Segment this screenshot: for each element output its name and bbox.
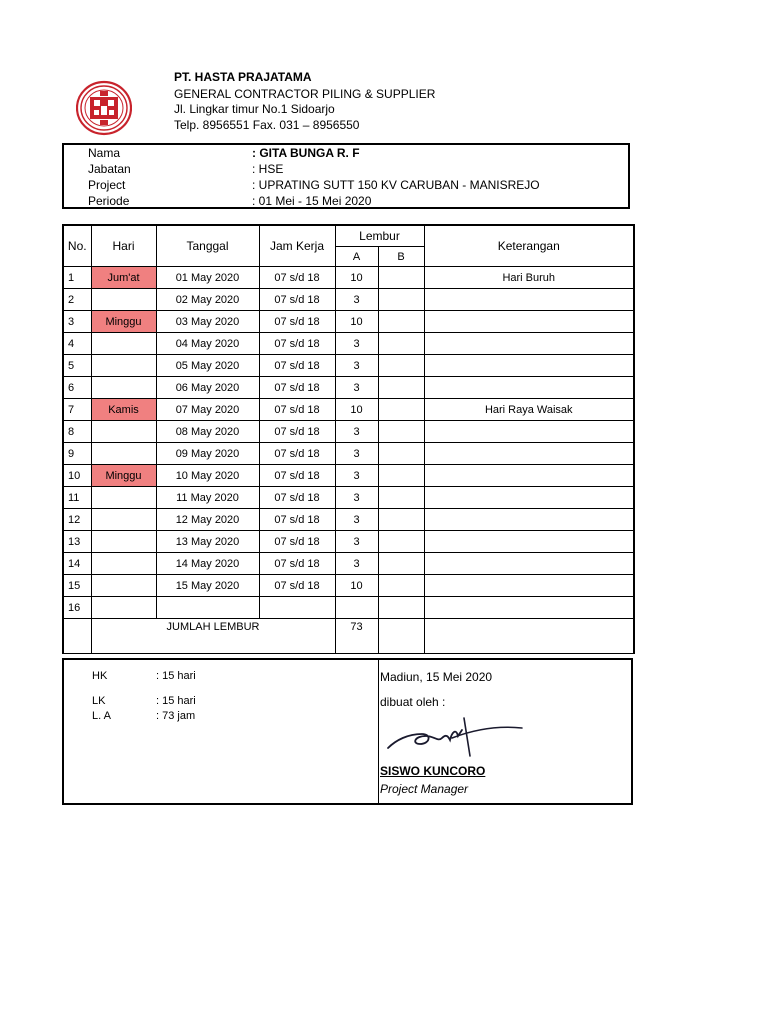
company-tagline: GENERAL CONTRACTOR PILING & SUPPLIER (174, 87, 436, 101)
cell-tanggal: 15 May 2020 (156, 575, 259, 597)
cell-keterangan (424, 487, 634, 509)
jabatan-value: : HSE (252, 162, 284, 176)
cell-jam-kerja: 07 s/d 18 (259, 553, 335, 575)
cell-jam-kerja: 07 s/d 18 (259, 333, 335, 355)
cell-no: 14 (63, 553, 91, 575)
cell-jam-kerja: 07 s/d 18 (259, 377, 335, 399)
table-row (63, 311, 634, 333)
cell-hari: Minggu (91, 465, 156, 487)
cell-jam-kerja: 07 s/d 18 (259, 465, 335, 487)
total-keterangan-cell (424, 619, 634, 654)
signer-role: Project Manager (380, 782, 469, 796)
table-row (63, 509, 634, 531)
info-row-periode (64, 194, 628, 210)
info-row-jabatan (64, 162, 628, 178)
cell-keterangan (424, 509, 634, 531)
cell-keterangan (424, 465, 634, 487)
cell-keterangan: Hari Buruh (424, 267, 634, 289)
cell-tanggal: 10 May 2020 (156, 465, 259, 487)
cell-jam-kerja: 07 s/d 18 (259, 399, 335, 421)
cell-lembur-a: 3 (335, 289, 378, 311)
cell-keterangan (424, 311, 634, 333)
cell-hari (91, 443, 156, 465)
cell-tanggal: 08 May 2020 (156, 421, 259, 443)
cell-lembur-b (378, 487, 424, 509)
company-phone: Telp. 8956551 Fax. 031 – 8956550 (174, 118, 360, 132)
cell-lembur-a: 3 (335, 421, 378, 443)
cell-tanggal: 06 May 2020 (156, 377, 259, 399)
jabatan-label: Jabatan (88, 162, 131, 176)
cell-hari (91, 553, 156, 575)
header-keterangan: Keterangan (424, 225, 634, 267)
header-no: No. (63, 225, 91, 267)
info-row-nama (64, 146, 628, 162)
cell-keterangan: Hari Raya Waisak (424, 399, 634, 421)
cell-tanggal: 04 May 2020 (156, 333, 259, 355)
cell-tanggal: 05 May 2020 (156, 355, 259, 377)
nama-value: : GITA BUNGA R. F (252, 146, 360, 160)
signature-icon (382, 714, 527, 760)
periode-label: Periode (88, 194, 130, 208)
project-label: Project (88, 178, 126, 192)
nama-label: Nama (88, 146, 121, 160)
cell-no: 2 (63, 289, 91, 311)
cell-lembur-b (378, 597, 424, 619)
cell-lembur-a: 3 (335, 531, 378, 553)
cell-jam-kerja: 07 s/d 18 (259, 267, 335, 289)
cell-lembur-a: 3 (335, 465, 378, 487)
cell-jam-kerja: 07 s/d 18 (259, 575, 335, 597)
cell-jam-kerja: 07 s/d 18 (259, 355, 335, 377)
cell-no: 9 (63, 443, 91, 465)
header-hari: Hari (91, 225, 156, 267)
table-row (63, 377, 634, 399)
table-row (63, 487, 634, 509)
cell-hari: Minggu (91, 311, 156, 333)
cell-jam-kerja: 07 s/d 18 (259, 421, 335, 443)
footer-divider (378, 660, 379, 803)
cell-hari: Jum'at (91, 267, 156, 289)
cell-tanggal: 07 May 2020 (156, 399, 259, 421)
cell-keterangan (424, 597, 634, 619)
cell-no: 4 (63, 333, 91, 355)
cell-tanggal: 13 May 2020 (156, 531, 259, 553)
cell-tanggal: 03 May 2020 (156, 311, 259, 333)
cell-keterangan (424, 531, 634, 553)
cell-no: 8 (63, 421, 91, 443)
cell-lembur-a: 10 (335, 399, 378, 421)
cell-lembur-b (378, 267, 424, 289)
la-value: : 73 jam (156, 710, 196, 722)
header-lembur: Lembur (335, 225, 424, 247)
total-blank-cell (63, 619, 91, 654)
cell-tanggal: 02 May 2020 (156, 289, 259, 311)
table-row (63, 355, 634, 377)
cell-lembur-a: 3 (335, 509, 378, 531)
cell-jam-kerja: 07 s/d 18 (259, 487, 335, 509)
company-logo-icon (76, 80, 132, 136)
header-lembur-b: B (378, 247, 424, 267)
footer-box (62, 658, 633, 805)
total-value: 73 (335, 619, 378, 654)
cell-tanggal: 09 May 2020 (156, 443, 259, 465)
cell-hari (91, 531, 156, 553)
table-row (63, 399, 634, 421)
cell-lembur-b (378, 509, 424, 531)
cell-lembur-b (378, 575, 424, 597)
table-row (63, 531, 634, 553)
cell-lembur-a: 3 (335, 377, 378, 399)
cell-lembur-b (378, 443, 424, 465)
cell-no: 5 (63, 355, 91, 377)
cell-keterangan (424, 553, 634, 575)
cell-lembur-a (335, 597, 378, 619)
table-row (63, 597, 634, 619)
cell-lembur-b (378, 311, 424, 333)
total-label: JUMLAH LEMBUR (91, 619, 335, 654)
cell-jam-kerja: 07 s/d 18 (259, 443, 335, 465)
hk-label: HK (92, 670, 108, 682)
la-label: L. A (92, 710, 111, 722)
cell-lembur-b (378, 289, 424, 311)
cell-no: 13 (63, 531, 91, 553)
cell-no: 12 (63, 509, 91, 531)
cell-hari (91, 289, 156, 311)
table-row (63, 553, 634, 575)
cell-no: 10 (63, 465, 91, 487)
cell-no: 15 (63, 575, 91, 597)
header-lembur-a: A (335, 247, 378, 267)
cell-hari (91, 487, 156, 509)
cell-hari (91, 421, 156, 443)
cell-keterangan (424, 289, 634, 311)
cell-lembur-b (378, 399, 424, 421)
cell-lembur-a: 3 (335, 443, 378, 465)
cell-jam-kerja: 07 s/d 18 (259, 531, 335, 553)
table-row (63, 465, 634, 487)
cell-keterangan (424, 575, 634, 597)
cell-jam-kerja: 07 s/d 18 (259, 289, 335, 311)
cell-hari (91, 333, 156, 355)
project-value: : UPRATING SUTT 150 KV CARUBAN - MANISREJO (252, 178, 540, 192)
cell-keterangan (424, 377, 634, 399)
place-date: Madiun, 15 Mei 2020 (380, 670, 493, 684)
lk-label: LK (92, 695, 106, 707)
employee-info-box (62, 143, 630, 209)
cell-hari (91, 597, 156, 619)
cell-hari (91, 355, 156, 377)
cell-no: 11 (63, 487, 91, 509)
table-row (63, 267, 634, 289)
company-name: PT. HASTA PRAJATAMA (174, 70, 312, 84)
total-b-cell (378, 619, 424, 654)
cell-hari: Kamis (91, 399, 156, 421)
cell-hari (91, 575, 156, 597)
cell-keterangan (424, 355, 634, 377)
cell-tanggal: 14 May 2020 (156, 553, 259, 575)
header-tanggal: Tanggal (156, 225, 259, 267)
cell-lembur-a: 3 (335, 355, 378, 377)
cell-no: 7 (63, 399, 91, 421)
cell-lembur-a: 10 (335, 267, 378, 289)
cell-jam-kerja: 07 s/d 18 (259, 311, 335, 333)
header-jam-kerja: Jam Kerja (259, 225, 335, 267)
cell-tanggal: 11 May 2020 (156, 487, 259, 509)
cell-tanggal (156, 597, 259, 619)
info-row-project (64, 178, 628, 194)
cell-keterangan (424, 421, 634, 443)
cell-tanggal: 12 May 2020 (156, 509, 259, 531)
cell-lembur-b (378, 465, 424, 487)
lk-value: : 15 hari (156, 695, 196, 707)
cell-lembur-b (378, 421, 424, 443)
company-address: Jl. Lingkar timur No.1 Sidoarjo (174, 102, 335, 116)
cell-jam-kerja: 07 s/d 18 (259, 509, 335, 531)
cell-lembur-a: 3 (335, 553, 378, 575)
cell-lembur-b (378, 553, 424, 575)
table-row (63, 333, 634, 355)
made-by-label: dibuat oleh : (380, 695, 446, 709)
table-row (63, 443, 634, 465)
signer-name: SISWO KUNCORO (380, 764, 486, 778)
cell-keterangan (424, 443, 634, 465)
table-row (63, 289, 634, 311)
cell-lembur-b (378, 333, 424, 355)
cell-no: 1 (63, 267, 91, 289)
cell-lembur-b (378, 355, 424, 377)
hk-value: : 15 hari (156, 670, 196, 682)
cell-hari (91, 509, 156, 531)
cell-jam-kerja (259, 597, 335, 619)
cell-lembur-a: 3 (335, 487, 378, 509)
cell-no: 16 (63, 597, 91, 619)
cell-no: 3 (63, 311, 91, 333)
cell-no: 6 (63, 377, 91, 399)
cell-lembur-a: 10 (335, 575, 378, 597)
cell-lembur-a: 3 (335, 333, 378, 355)
overtime-table (62, 224, 635, 654)
cell-keterangan (424, 333, 634, 355)
cell-hari (91, 377, 156, 399)
cell-lembur-b (378, 531, 424, 553)
periode-value: : 01 Mei - 15 Mei 2020 (252, 194, 372, 208)
table-row (63, 421, 634, 443)
total-row (63, 619, 634, 654)
cell-lembur-b (378, 377, 424, 399)
cell-lembur-a: 10 (335, 311, 378, 333)
cell-tanggal: 01 May 2020 (156, 267, 259, 289)
table-row (63, 575, 634, 597)
